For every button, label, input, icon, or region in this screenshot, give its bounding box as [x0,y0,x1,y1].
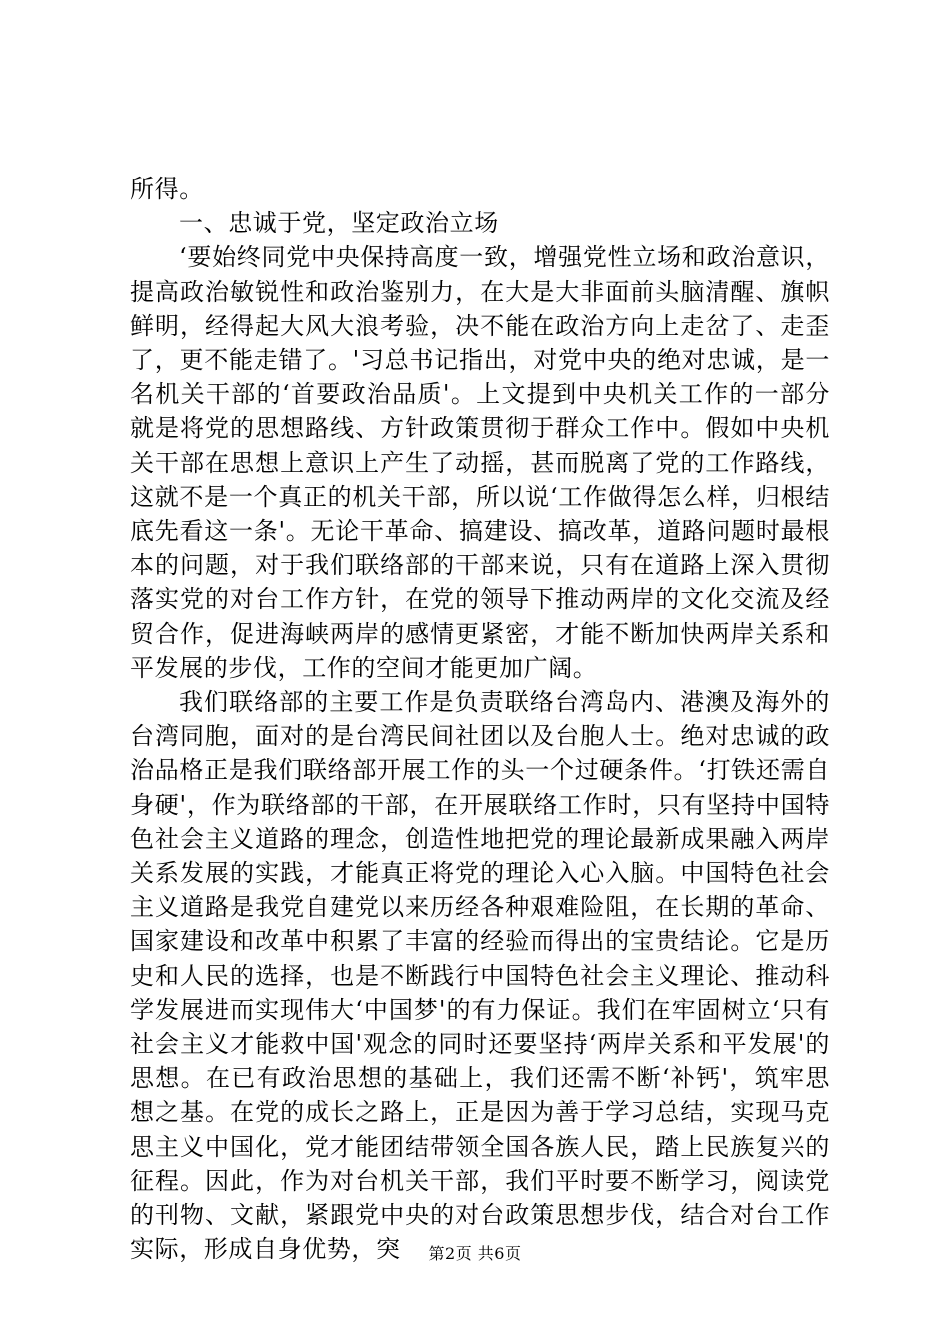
paragraph-2: 我们联络部的主要工作是负责联络台湾岛内、港澳及海外的台湾同胞，面对的是台湾民间社团以及台胞人士。绝对忠诚的政治品格正是我们联络部开展工作的头一个过硬条件。‘打铁还需自身硬'，作为联络部的干部，在开展联络工作时，只有坚持中国特色社会主义道路的理念，创造性地把党的理论最新成果融入两岸关系发展的实践，才能真正将党的理论入心入脑。中国特色社会主义道路是我党自建党以来历经各种艰难险阻，在长期的革命、国家建设和改革中积累了丰富的经验而得出的宝贵结论。它是历史和人民的选择，也是不断践行中国特色社会主义理论、推动科学发展进而实现伟大‘中国梦'的有力保证。我们在牢固树立‘只有社会主义才能救中国'观念的同时还要坚持‘两岸关系和平发展'的思想。在已有政治思想的基础上，我们还需不断‘补钙'，筑牢思想之基。在党的成长之路上，正是因为善于学习总结，实现马克思主义中国化，党才能团结带领全国各族人民，踏上民族复兴的征程。因此，作为对台机关干部，我们平时要不断学习，阅读党的刊物、文献，紧跟党中央的对台政策思想步伐，结合对台工作实际，形成自身优势，突 [130,688,830,1264]
section-heading: 一、忠诚于党，坚定政治立场 [179,209,499,238]
paragraph-1: ‘要始终同党中央保持高度一致，增强党性立场和政治意识，提高政治敏锐性和政治鉴别力，在大是大非面前头脑清醒、旗帜鲜明，经得起大风大浪考验，决不能在政治方向上走岔了、走歪了，更不能走错了。'习总书记指出，对党中央的绝对忠诚，是一名机关干部的‘首要政治品质'。上文提到中央机关工作的一部分就是将党的思想路线、方针政策贯彻于群众工作中。假如中央机关干部在思想上意识上产生了动摇，甚而脱离了党的工作路线，这就不是一个真正的机关干部，所以说‘工作做得怎么样，归根结底先看这一条'。无论干革命、搞建设、搞改革，道路问题时最根本的问题，对于我们联络部的干部来说，只有在道路上深入贯彻落实党的对台工作方针，在党的领导下推动两岸的文化交流及经贸合作，促进海峡两岸的感情更紧密，才能不断加快两岸关系和平发展的步伐，工作的空间才能更加广阔。 [130,243,830,682]
page-number-footer: 第2页 共6页 [428,1244,522,1263]
intro-line: 所得。 [130,175,204,203]
document-body [130,172,830,1267]
